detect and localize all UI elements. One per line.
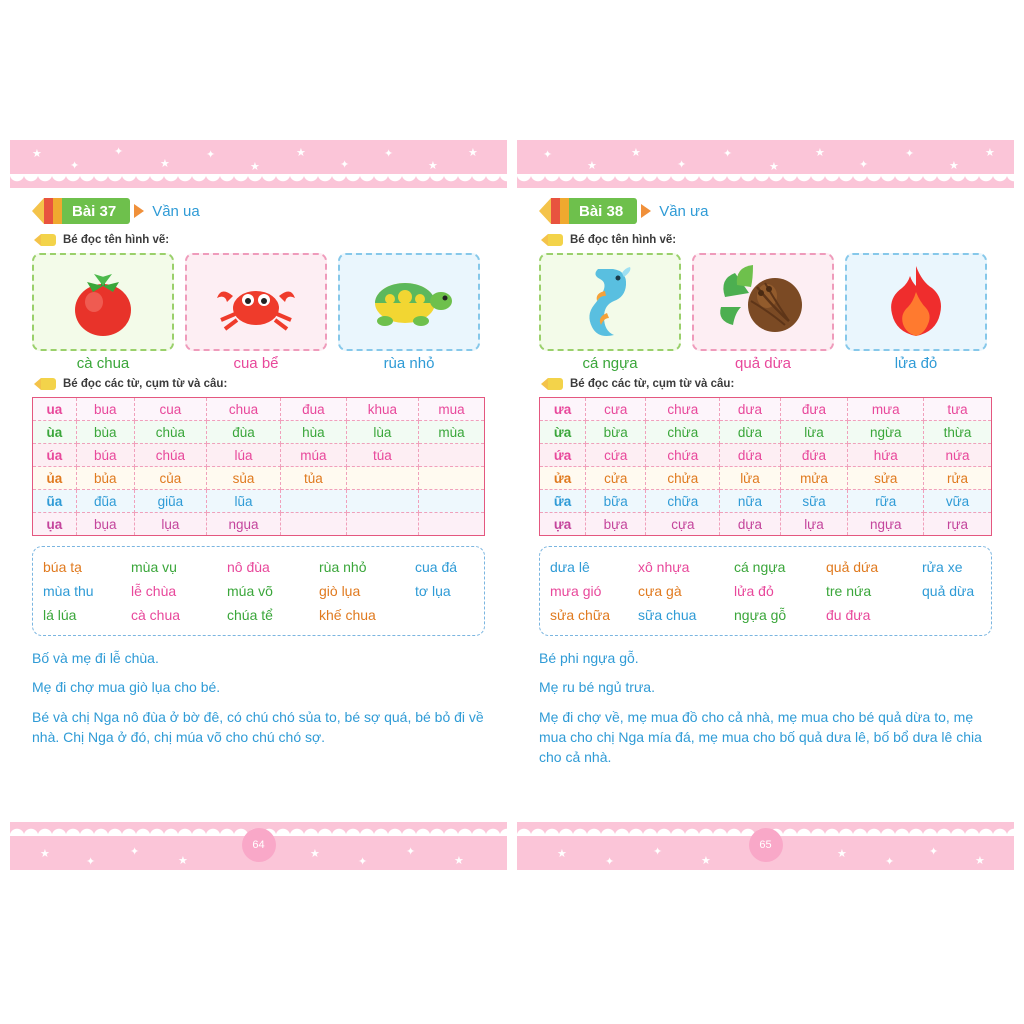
syllable-cell: vữa xyxy=(924,490,992,513)
sentence: Mẹ ru bé ngủ trưa. xyxy=(539,679,655,696)
arrow-right-icon xyxy=(134,204,144,218)
syllable-cell: ngựa xyxy=(848,513,924,536)
word: tơ lụa xyxy=(415,583,451,599)
syllable-cell: mưa xyxy=(848,398,924,421)
picture-caption: quả dừa xyxy=(735,355,791,372)
word: quả dứa xyxy=(826,559,879,575)
syllable-cell: múa xyxy=(280,444,346,467)
picture-caption: lửa đỏ xyxy=(894,355,938,372)
syllable-cell: sủa xyxy=(207,467,281,490)
syllable-cell: dừa xyxy=(720,421,780,444)
instruction-read-words xyxy=(34,378,485,390)
word: rùa nhỏ xyxy=(319,559,367,575)
decorative-band-top xyxy=(517,140,1014,188)
syllable-cell: ựa xyxy=(540,513,586,536)
picture-cell xyxy=(185,253,327,372)
pencil-icon xyxy=(34,234,56,246)
syllable-cell: sữa xyxy=(780,490,848,513)
syllable-cell: ữa xyxy=(540,490,586,513)
syllable-cell: ửa xyxy=(540,467,586,490)
syllable-cell xyxy=(419,490,485,513)
syllable-cell: lụa xyxy=(134,513,206,536)
picture-cell xyxy=(692,253,834,372)
word: cá ngựa xyxy=(734,559,786,575)
coconut-icon xyxy=(717,263,809,341)
syllable-cell: chùa xyxy=(134,421,206,444)
syllable-cell: dứa xyxy=(720,444,780,467)
sentence: Mẹ đi chợ về, mẹ mua đồ cho cả nhà, mẹ mua cho bé quả dừa to, mẹ mua cho chị Nga mía đá, mẹ mua cho bố quả dưa lê, bố bổ dưa lê chia cho cả nhà. xyxy=(539,708,982,766)
instruction-text: Bé đọc các từ, cụm từ và câu: xyxy=(63,378,228,390)
star-pattern: ★ ✦ ✦ ★ ★ ✦ ✦ ★ xyxy=(557,845,985,868)
syllable-cell: chua xyxy=(207,398,281,421)
picture-cell xyxy=(539,253,681,372)
picture-frame xyxy=(338,253,480,351)
word: đu đưa xyxy=(826,607,871,623)
syllable-cell: thừa xyxy=(924,421,992,444)
sentences-right xyxy=(539,648,992,767)
table-row xyxy=(540,444,992,467)
table-row xyxy=(33,467,485,490)
instruction-read-words xyxy=(541,378,992,390)
table-row xyxy=(33,421,485,444)
sentence: Bố và mẹ đi lễ chùa. xyxy=(32,650,159,666)
syllable-cell xyxy=(419,467,485,490)
pencil-body xyxy=(62,198,130,224)
star-pattern: ★ ✦ ✦ ★ ✦ ★ ★ ✦ ✦ ★ ★ xyxy=(32,145,478,173)
pencil-tip-icon xyxy=(539,198,551,224)
syllable-cell: mửa xyxy=(780,467,848,490)
picture-row xyxy=(32,253,485,372)
syllable-cell: rựa xyxy=(924,513,992,536)
syllable-cell: cứa xyxy=(586,444,646,467)
syllable-cell: lửa xyxy=(720,467,780,490)
syllable-cell: ũa xyxy=(33,490,77,513)
word: ngựa gỗ xyxy=(734,607,787,623)
word: quả dừa xyxy=(922,583,975,599)
syllable-cell: cựa xyxy=(646,513,720,536)
pencil-band-red xyxy=(551,198,560,224)
turtle-icon xyxy=(363,271,455,333)
syllable-cell: bựa xyxy=(586,513,646,536)
star-pattern: ✦ ★ ★ ✦ ✦ ★ ★ ✦ ✦ ★ ★ xyxy=(543,146,995,173)
sentence: Bé phi ngựa gỗ. xyxy=(539,650,639,666)
lesson-header xyxy=(32,198,485,224)
syllable-cell: lừa xyxy=(780,421,848,444)
syllable-cell: ua xyxy=(33,398,77,421)
tomato-icon xyxy=(67,264,139,340)
word: cua đá xyxy=(415,559,458,575)
syllable-cell: búa xyxy=(76,444,134,467)
syllable-cell: chúa xyxy=(134,444,206,467)
table-row xyxy=(540,490,992,513)
syllable-cell: bùa xyxy=(76,421,134,444)
lesson-label: Bài 38 xyxy=(579,202,624,220)
instruction-read-pictures xyxy=(34,234,485,246)
syllable-cell xyxy=(346,467,418,490)
picture-frame xyxy=(32,253,174,351)
syllable-table-right xyxy=(539,397,992,536)
syllable-cell: đưa xyxy=(780,398,848,421)
word: sữa chua xyxy=(638,607,697,623)
pencil-body xyxy=(569,198,637,224)
syllable-cell: chửa xyxy=(646,467,720,490)
syllable-cell xyxy=(419,444,485,467)
van-label: Vần ua xyxy=(152,202,200,220)
word-row xyxy=(43,603,474,627)
picture-cell xyxy=(338,253,480,372)
pencil-banner xyxy=(539,198,637,224)
word: chúa tể xyxy=(227,607,273,623)
syllable-cell: chứa xyxy=(646,444,720,467)
pencil-band-red xyxy=(44,198,53,224)
van-label: Vần ưa xyxy=(659,202,709,220)
word-row xyxy=(550,603,981,627)
syllable-cell: mùa xyxy=(419,421,485,444)
lesson-label: Bài 37 xyxy=(72,202,117,220)
syllable-cell xyxy=(419,513,485,536)
syllable-cell: lũa xyxy=(207,490,281,513)
word: tre nứa xyxy=(826,583,872,599)
sentence: Bé và chị Nga nô đùa ở bờ đê, có chú chó sủa to, bé sợ quá, bé bỏ đi về nhà. Chị Nga ở đó, chị múa võ cho chú chó sợ. xyxy=(32,708,484,745)
table-row xyxy=(33,398,485,421)
syllable-cell: chừa xyxy=(646,421,720,444)
word-phrases-box-right xyxy=(539,546,992,636)
syllable-cell: dưa xyxy=(720,398,780,421)
table-row xyxy=(540,398,992,421)
pencil-banner xyxy=(32,198,130,224)
syllable-cell xyxy=(346,513,418,536)
syllable-cell: ngừa xyxy=(848,421,924,444)
syllable-cell: bụa xyxy=(76,513,134,536)
syllable-cell: ừa xyxy=(540,421,586,444)
syllable-cell: cửa xyxy=(586,467,646,490)
pencil-icon xyxy=(541,378,563,390)
syllable-cell: ụa xyxy=(33,513,77,536)
word: cà chua xyxy=(131,607,181,623)
syllable-cell: khua xyxy=(346,398,418,421)
seahorse-icon xyxy=(583,261,637,343)
arrow-right-icon xyxy=(641,204,651,218)
word: múa võ xyxy=(227,583,273,599)
syllable-cell xyxy=(346,490,418,513)
syllable-cell: úa xyxy=(33,444,77,467)
instruction-text: Bé đọc tên hình vẽ: xyxy=(570,234,677,246)
pencil-band-orange xyxy=(560,198,569,224)
word: nô đùa xyxy=(227,559,270,575)
syllable-cell: dựa xyxy=(720,513,780,536)
word-row xyxy=(550,555,981,579)
syllable-cell: ùa xyxy=(33,421,77,444)
word: xô nhựa xyxy=(638,559,690,575)
page-number-right: 65 xyxy=(753,832,779,858)
page-right xyxy=(517,140,1014,870)
crab-icon xyxy=(213,266,299,338)
picture-cell xyxy=(32,253,174,372)
syllable-cell: bữa xyxy=(586,490,646,513)
syllable-cell: rửa xyxy=(924,467,992,490)
picture-row xyxy=(539,253,992,372)
two-page-spread xyxy=(10,140,1014,870)
picture-caption: cà chua xyxy=(76,355,130,372)
syllable-cell: ngụa xyxy=(207,513,281,536)
syllable-cell: sửa xyxy=(848,467,924,490)
syllable-cell: giũa xyxy=(134,490,206,513)
word: mùa vụ xyxy=(131,559,177,575)
picture-frame xyxy=(539,253,681,351)
picture-frame xyxy=(692,253,834,351)
page-number-left: 64 xyxy=(246,832,272,858)
table-row xyxy=(33,444,485,467)
instruction-text: Bé đọc tên hình vẽ: xyxy=(63,234,170,246)
word: mưa gió xyxy=(550,583,602,599)
table-row xyxy=(540,513,992,536)
word: khế chua xyxy=(319,607,376,623)
instruction-read-pictures xyxy=(541,234,992,246)
syllable-cell: bừa xyxy=(586,421,646,444)
syllable-cell: chưa xyxy=(646,398,720,421)
word: cựa gà xyxy=(638,583,682,599)
pencil-tip-icon xyxy=(32,198,44,224)
syllable-cell: lùa xyxy=(346,421,418,444)
syllable-cell: lựa xyxy=(780,513,848,536)
syllable-cell: hứa xyxy=(848,444,924,467)
word: giò lụa xyxy=(319,583,361,599)
picture-frame xyxy=(845,253,987,351)
syllable-cell: cua xyxy=(134,398,206,421)
table-row xyxy=(33,490,485,513)
syllable-cell: đùa xyxy=(207,421,281,444)
syllable-cell: đua xyxy=(280,398,346,421)
decorative-band-top xyxy=(10,140,507,188)
syllable-cell: mua xyxy=(419,398,485,421)
table-row xyxy=(540,421,992,444)
syllable-cell xyxy=(280,513,346,536)
scallop-edge xyxy=(10,174,507,188)
syllable-cell: túa xyxy=(346,444,418,467)
syllable-cell: tưa xyxy=(924,398,992,421)
table-row xyxy=(540,467,992,490)
pencil-band-orange xyxy=(53,198,62,224)
syllable-cell: nữa xyxy=(720,490,780,513)
word: búa tạ xyxy=(43,559,82,575)
instruction-text: Bé đọc các từ, cụm từ và câu: xyxy=(570,378,735,390)
syllable-cell: đứa xyxy=(780,444,848,467)
page-left xyxy=(10,140,507,870)
word: dưa lê xyxy=(550,559,590,575)
syllable-cell: ủa xyxy=(33,467,77,490)
syllable-cell: ưa xyxy=(540,398,586,421)
syllable-cell: rữa xyxy=(848,490,924,513)
syllable-cell: hùa xyxy=(280,421,346,444)
fire-icon xyxy=(888,262,944,342)
word: rửa xe xyxy=(922,559,963,575)
syllable-cell: chữa xyxy=(646,490,720,513)
sentence: Mẹ đi chợ mua giò lụa cho bé. xyxy=(32,679,221,696)
pencil-icon xyxy=(34,378,56,390)
lesson-header xyxy=(539,198,992,224)
word-row xyxy=(43,579,474,603)
picture-caption: cua bể xyxy=(233,355,279,372)
sentences-left xyxy=(32,648,485,747)
picture-cell xyxy=(845,253,987,372)
star-pattern: ★ ✦ ✦ ★ ★ ✦ ✦ ★ xyxy=(40,845,464,868)
syllable-cell: bủa xyxy=(76,467,134,490)
syllable-cell: của xyxy=(134,467,206,490)
word: mùa thu xyxy=(43,583,94,599)
syllable-cell: bua xyxy=(76,398,134,421)
scallop-edge xyxy=(517,174,1014,188)
word-phrases-box-left xyxy=(32,546,485,636)
syllable-cell xyxy=(280,490,346,513)
picture-frame xyxy=(185,253,327,351)
word-row xyxy=(43,555,474,579)
word: lá lúa xyxy=(43,607,77,623)
syllable-cell: ứa xyxy=(540,444,586,467)
syllable-table-left xyxy=(32,397,485,536)
word: sửa chữa xyxy=(550,607,610,623)
syllable-cell: đũa xyxy=(76,490,134,513)
word: lửa đỏ xyxy=(734,583,774,599)
word: lễ chùa xyxy=(131,583,177,599)
syllable-cell: nứa xyxy=(924,444,992,467)
pencil-icon xyxy=(541,234,563,246)
syllable-cell: cưa xyxy=(586,398,646,421)
syllable-cell: lúa xyxy=(207,444,281,467)
picture-caption: rùa nhỏ xyxy=(383,355,435,372)
syllable-cell: tủa xyxy=(280,467,346,490)
word-row xyxy=(550,579,981,603)
picture-caption: cá ngựa xyxy=(582,355,638,372)
table-row xyxy=(33,513,485,536)
